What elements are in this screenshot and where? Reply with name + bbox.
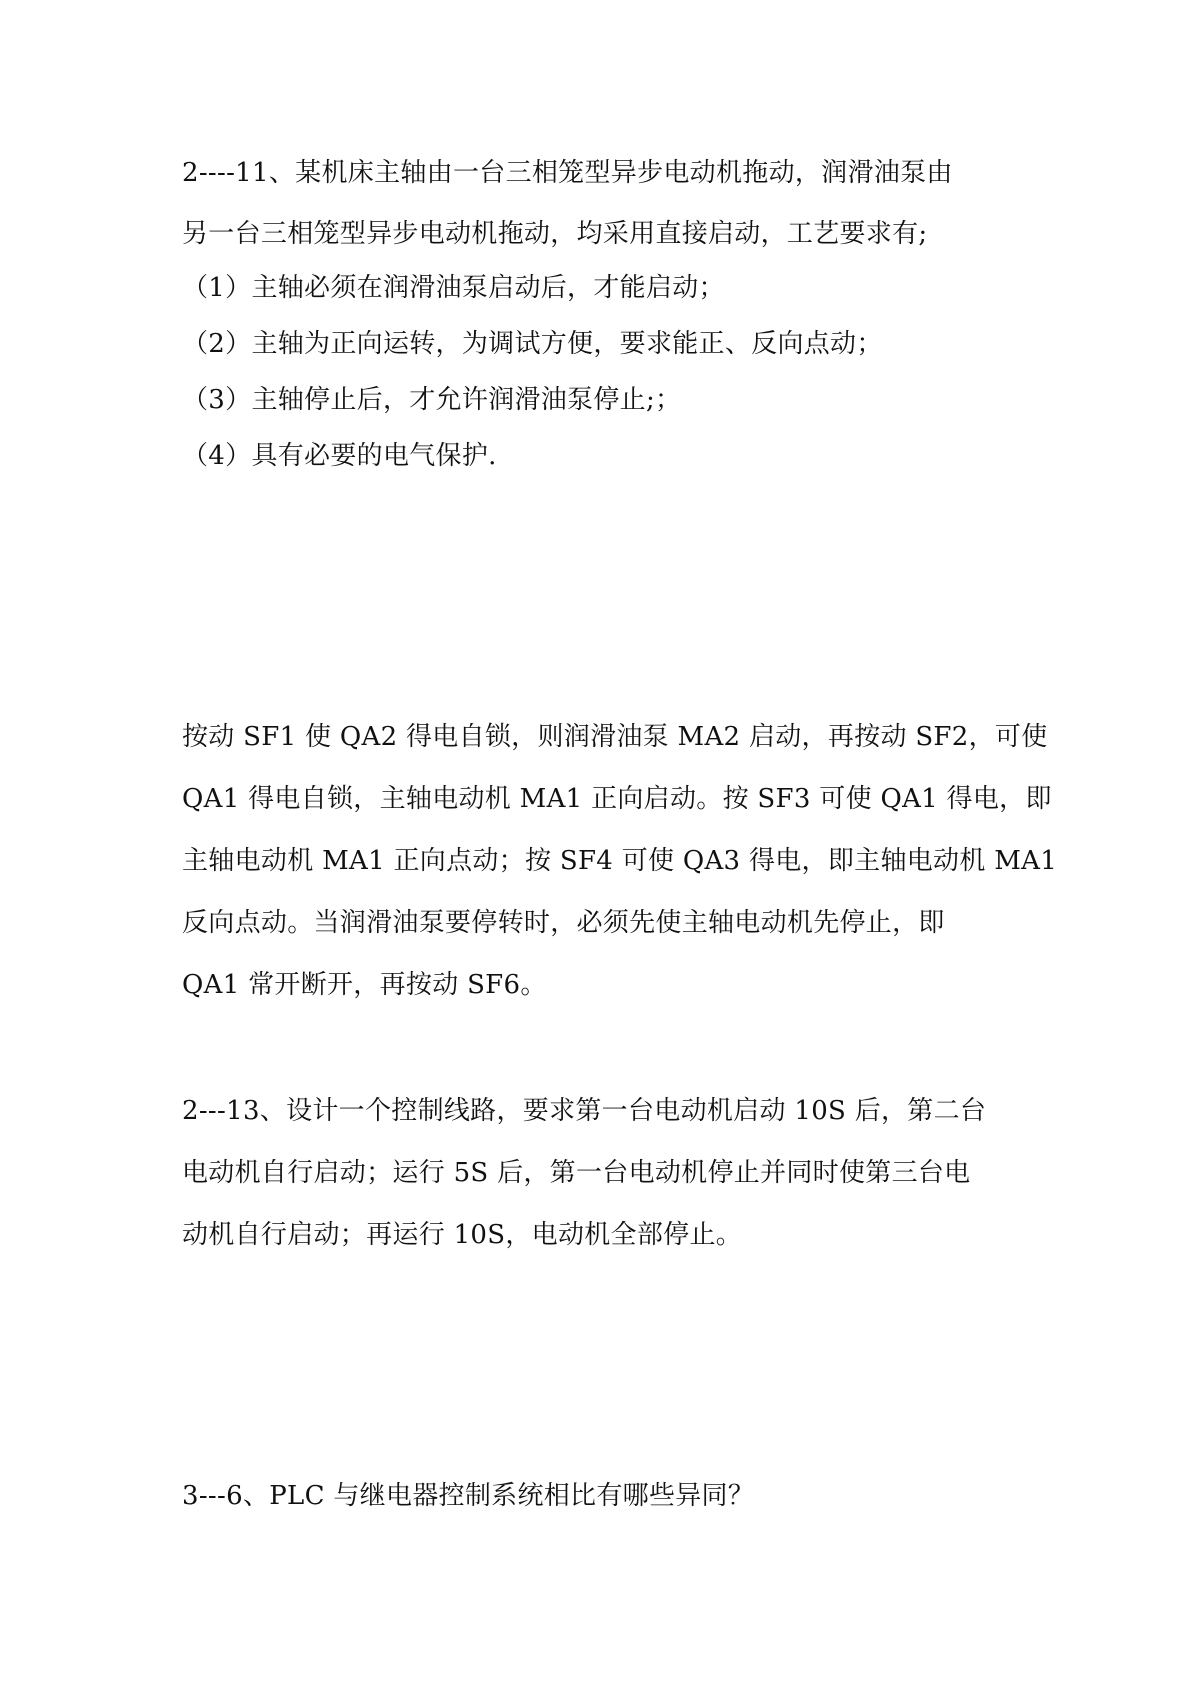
answer-line-5: QA1 常开断开，再按动 SF6。 — [182, 970, 547, 1000]
requirement-3: （3）主轴停止后，才允许润滑油泵停止;； — [182, 385, 682, 415]
question-2-13-line-2: 电动机自行启动；运行 5S 后，第一台电动机停止并同时使第三台电 — [182, 1158, 971, 1188]
requirement-2: （2）主轴为正向运转，为调试方便，要求能正、反向点动； — [182, 329, 883, 359]
question-3-6: 3---6、PLC 与继电器控制系统相比有哪些异同？ — [182, 1481, 755, 1511]
answer-line-3: 主轴电动机 MA1 正向点动；按 SF4 可使 QA3 得电，即主轴电动机 MA1 — [182, 846, 1058, 876]
question-2-11-line-1: 2----11、某机床主轴由一台三相笼型异步电动机拖动，润滑油泵由 — [182, 158, 953, 188]
answer-line-1: 按动 SF1 使 QA2 得电自锁，则润滑油泵 MA2 启动，再按动 SF2，可使 — [182, 722, 1048, 752]
requirement-1: （1）主轴必须在润滑油泵启动后，才能启动； — [182, 273, 725, 303]
question-2-11-line-2: 另一台三相笼型异步电动机拖动，均采用直接启动，工艺要求有; — [182, 219, 928, 249]
question-2-13-line-1: 2---13、设计一个控制线路，要求第一台电动机启动 10S 后，第二台 — [182, 1096, 987, 1126]
answer-line-4: 反向点动。当润滑油泵要停转时，必须先使主轴电动机先停止，即 — [182, 908, 945, 938]
answer-line-2: QA1 得电自锁，主轴电动机 MA1 正向启动。按 SF3 可使 QA1 得电，即 — [182, 784, 1052, 814]
question-2-13-line-3: 动机自行启动；再运行 10S，电动机全部停止。 — [182, 1220, 743, 1250]
requirement-4: （4）具有必要的电气保护. — [182, 441, 497, 471]
